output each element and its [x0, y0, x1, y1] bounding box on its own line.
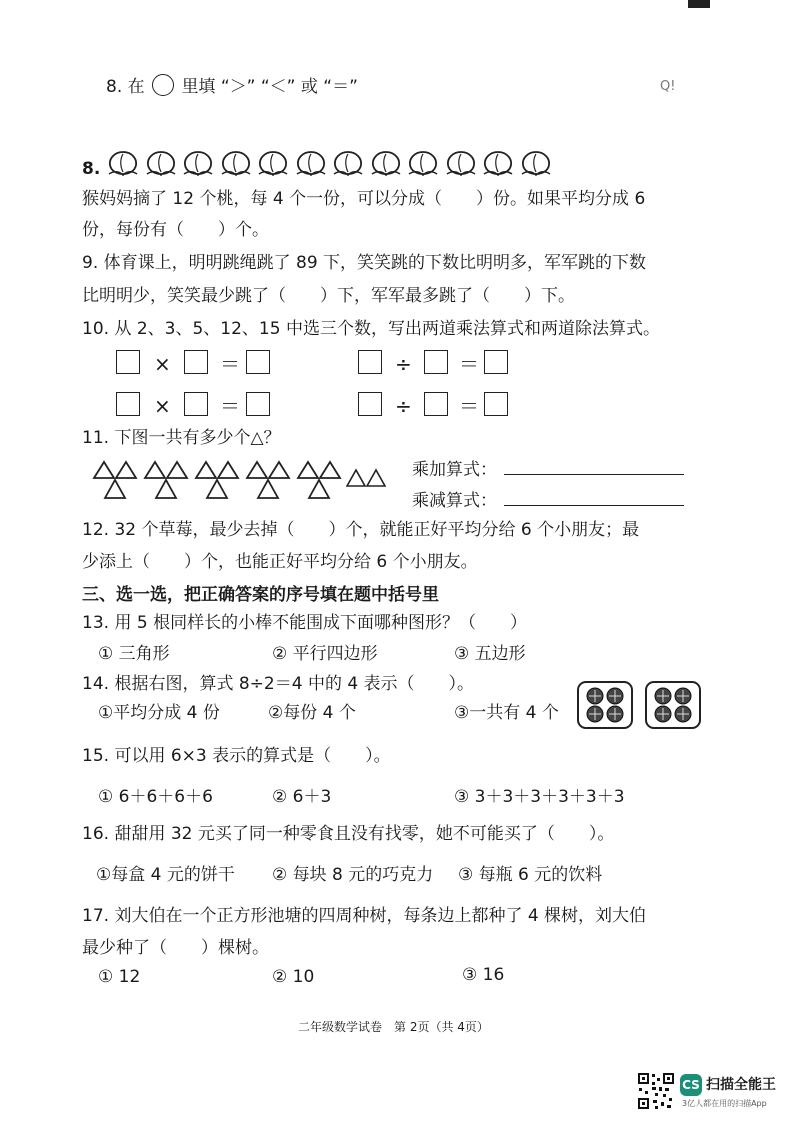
- peach-icon: [481, 148, 515, 178]
- answer-box[interactable]: [116, 392, 140, 416]
- circle-placeholder-icon: [152, 74, 174, 96]
- peach-icon: [106, 148, 140, 178]
- answer-box[interactable]: [484, 350, 508, 374]
- triangle-icon: [258, 480, 278, 498]
- peach-icon: [369, 148, 403, 178]
- q15-option-1: ① 6＋6＋6＋6: [98, 787, 213, 807]
- q16-option-2: ② 每块 8 元的巧克力: [272, 865, 434, 885]
- q17-line2: 最少种了（ ）棵树。: [82, 938, 269, 958]
- q15-option-3: ③ 3＋3＋3＋3＋3＋3: [454, 787, 625, 807]
- triangle-group: [92, 460, 138, 500]
- answer-box[interactable]: [358, 392, 382, 416]
- triangle-icon: [218, 462, 238, 478]
- answer-box[interactable]: [358, 350, 382, 374]
- ball-groups-figure: [576, 680, 710, 730]
- page-footer: 二年级数学试卷 第 2页（共 4页）: [298, 1020, 489, 1034]
- triangle-icon: [309, 480, 329, 498]
- q14-line1: 14. 根据右图，算式 8÷2＝4 中的 4 表示（ ）。: [82, 674, 475, 694]
- triangle-group: [296, 460, 342, 500]
- times-sign: ×: [154, 352, 171, 376]
- peach-icon: [406, 148, 440, 178]
- peach-icon: [256, 148, 290, 178]
- camscanner-logo: CS: [680, 1074, 702, 1096]
- ball-group-1: [578, 682, 632, 728]
- triangle-pair: [346, 466, 386, 488]
- triangle-group: [194, 460, 240, 500]
- fill-prompt: [106, 74, 358, 98]
- q13-line1: 13. 用 5 根同样长的小棒不能围成下面哪种图形？（ ）: [82, 613, 528, 633]
- divide-sign: ÷: [395, 352, 412, 376]
- peach-icon: [181, 148, 215, 178]
- triangle-icon: [145, 462, 165, 478]
- q12-line2: 少添上（ ）个，也能正好平均分给 6 个小朋友。: [82, 552, 478, 572]
- answer-box[interactable]: [424, 350, 448, 374]
- triangle-icon: [196, 462, 216, 478]
- q17-line1: 17. 刘大伯在一个正方形池塘的四周种树，每条边上都种了 4 棵树，刘大伯: [82, 906, 647, 926]
- camscanner-subtitle: 3亿人都在用的扫描App: [682, 1099, 767, 1108]
- triangle-icon: [298, 462, 318, 478]
- fill-prompt-start: 8. 在: [106, 77, 145, 97]
- triangle-icon: [347, 470, 365, 486]
- q13-option-2: ② 平行四边形: [272, 644, 378, 664]
- answer-box[interactable]: [184, 392, 208, 416]
- answer-box[interactable]: [184, 350, 208, 374]
- q11-sub-label: 乘减算式：: [412, 491, 497, 511]
- q17-option-1: ① 12: [98, 967, 141, 987]
- ball-group-2: [646, 682, 700, 728]
- equals-sign: ＝: [459, 394, 479, 418]
- q9-line1: 9. 体育课上，明明跳绳跳了 89 下，笑笑跳的下数比明明多，军军跳的下数: [82, 253, 647, 273]
- triangle-icon: [116, 462, 136, 478]
- corner-scan-mark: [688, 0, 710, 8]
- triangle-icon: [94, 462, 114, 478]
- q17-option-2: ② 10: [272, 967, 315, 987]
- triangle-group: [245, 460, 291, 500]
- q13-option-3: ③ 五边形: [454, 644, 526, 664]
- q13-option-1: ① 三角形: [98, 644, 170, 664]
- q11-line1: 11. 下图一共有多少个△？: [82, 428, 281, 448]
- corner-text: Q!: [660, 79, 676, 94]
- fill-prompt-end: 里填 “＞” “＜” 或 “＝”: [181, 77, 358, 97]
- triangle-icon: [320, 462, 340, 478]
- triangle-icon: [167, 462, 187, 478]
- peach-icon: [519, 148, 553, 178]
- q11-add-label: 乘加算式：: [412, 460, 497, 480]
- equals-sign: ＝: [459, 352, 479, 376]
- q16-option-3: ③ 每瓶 6 元的饮料: [458, 865, 603, 885]
- answer-line[interactable]: [504, 474, 684, 475]
- times-sign: ×: [154, 394, 171, 418]
- q17-option-3: ③ 16: [462, 965, 505, 985]
- peach-icon: [444, 148, 478, 178]
- equals-sign: ＝: [220, 352, 240, 376]
- triangle-icon: [156, 480, 176, 498]
- q8-line2: 份，每份有（ ）个。: [82, 220, 269, 240]
- answer-box[interactable]: [246, 350, 270, 374]
- q14-option-3: ③一共有 4 个: [454, 703, 559, 723]
- section-title: 三、选一选，把正确答案的序号填在题中括号里: [82, 585, 439, 605]
- q15-line1: 15. 可以用 6×3 表示的算式是（ ）。: [82, 746, 391, 766]
- peach-icon: [144, 148, 178, 178]
- divide-sign: ÷: [395, 394, 412, 418]
- camscanner-title: 扫描全能王: [706, 1077, 776, 1093]
- q12-line1: 12. 32 个草莓，最少去掉（ ）个，就能正好平均分给 6 个小朋友；最: [82, 520, 640, 540]
- q8-number: 8.: [82, 159, 101, 179]
- peach-icon: [219, 148, 253, 178]
- triangle-icon: [105, 480, 125, 498]
- triangle-group: [143, 460, 189, 500]
- triangle-icon: [247, 462, 267, 478]
- triangle-icon: [367, 470, 385, 486]
- peach-icon: [331, 148, 365, 178]
- q9-line2: 比明明少，笑笑最少跳了（ ）下，军军最多跳了（ ）下。: [82, 286, 575, 306]
- qr-code-icon: [637, 1072, 675, 1110]
- q8-line1: 猴妈妈摘了 12 个桃，每 4 个一份，可以分成（ ）份。如果平均分成 6: [82, 189, 646, 209]
- answer-line[interactable]: [504, 505, 684, 506]
- q15-option-2: ② 6＋3: [272, 787, 332, 807]
- q16-option-1: ①每盒 4 元的饼干: [96, 865, 235, 885]
- q16-line1: 16. 甜甜用 32 元买了同一种零食且没有找零，她不可能买了（ ）。: [82, 824, 615, 844]
- answer-box[interactable]: [116, 350, 140, 374]
- peach-icon: [294, 148, 328, 178]
- q10-line1: 10. 从 2、3、5、12、15 中选三个数，写出两道乘法算式和两道除法算式。: [82, 319, 660, 339]
- answer-box[interactable]: [424, 392, 448, 416]
- equals-sign: ＝: [220, 394, 240, 418]
- q14-option-1: ①平均分成 4 份: [98, 703, 220, 723]
- triangle-icon: [207, 480, 227, 498]
- answer-box[interactable]: [484, 392, 508, 416]
- q14-option-2: ②每份 4 个: [268, 703, 356, 723]
- answer-box[interactable]: [246, 392, 270, 416]
- triangle-icon: [269, 462, 289, 478]
